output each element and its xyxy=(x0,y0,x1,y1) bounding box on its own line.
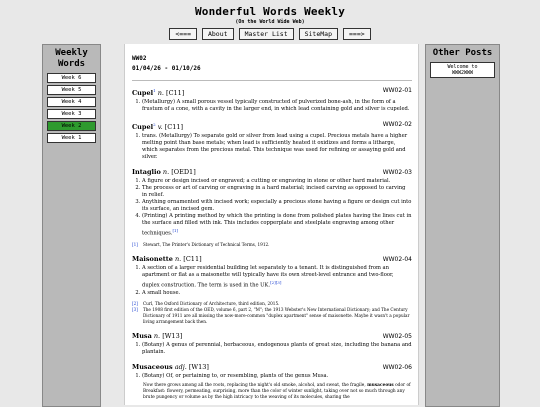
footnote-ref[interactable]: [1] xyxy=(172,228,179,234)
definition-list xyxy=(142,99,412,113)
entry-title xyxy=(132,120,183,132)
site-header xyxy=(0,0,540,40)
part-of-speech: n. xyxy=(157,89,164,98)
word-entry xyxy=(132,255,412,325)
definition: 1. (Metallurgy) A small porous vessel typically constructed of pulverized bone-ash, in the form of a frustum of a cone, with a cavity in the larger end, in which lead containing gold and silver is cupeled. xyxy=(142,99,412,113)
next-button[interactable]: ===> xyxy=(343,28,371,40)
prev-button[interactable]: <=== xyxy=(169,28,197,40)
other-posts-list xyxy=(426,62,499,78)
footnotes xyxy=(132,301,412,325)
footnote-text: The 1908 first edition of the OED, volume 6, part 2, "M"; the 1913 Webster's New International Dictionary; and The Century Dictionary of 1911 are all missing the now-more-common "duplex apartment" sense of maisonette. Maybe it wasn't a popular living arrangement back then. xyxy=(142,306,410,324)
definition-list xyxy=(142,265,412,297)
definition: 1. (Botany) Of, or pertaining to, or resembling, plants of the genus Musa. xyxy=(142,373,412,380)
word-entry xyxy=(132,86,412,113)
definition: 1. A figure or design incised or engraved; a cutting or engraving in stone or other hard material. xyxy=(142,178,412,185)
source-tag: [C11] xyxy=(164,123,184,132)
week-link[interactable]: Week 4 xyxy=(47,97,96,107)
source-tag: [C11] xyxy=(183,255,202,264)
footnote-number[interactable]: [1] xyxy=(132,242,138,248)
headword: Musaceous xyxy=(132,362,173,371)
entry-id: WW02-04 xyxy=(382,256,412,264)
week-code: WW02 xyxy=(132,55,147,62)
footnote-number[interactable]: [3] xyxy=(132,306,138,312)
weekly-words-heading xyxy=(43,48,100,70)
quotation: Now there grows among all the roots, replacing the night's old smoke, alcohol, and sweat, the fragile, musaceous odor of Breakfast: flowery, permeating, surprising, more than the color of winter sunlight, taking over not so much through any brute pungency or volume as by the high intricacy to the weaving of its molecules, sharing the xyxy=(143,382,411,400)
entry-header xyxy=(132,332,412,341)
definition: 3. Anything ornamented with incised work; especially a precious stone having a figure or design cut into its surface, an incised gem. xyxy=(142,199,412,213)
week-link[interactable]: Week 1 xyxy=(47,133,96,143)
entry-id: WW02-06 xyxy=(382,363,412,371)
source-tag: [W13] xyxy=(188,362,209,371)
site-subtitle: (On the World Wide Web) xyxy=(235,19,305,25)
quote-highlight: musaceous xyxy=(367,382,394,388)
entry-title xyxy=(132,363,209,372)
entry-title xyxy=(132,168,196,177)
word-entry xyxy=(132,332,412,356)
entry-title xyxy=(132,332,182,341)
divider xyxy=(132,80,412,81)
weekly-words-sidebar xyxy=(42,44,101,407)
part-of-speech: n. xyxy=(153,331,161,340)
headword: Musa xyxy=(132,331,152,340)
footnote xyxy=(132,242,412,248)
entry-list xyxy=(132,86,412,401)
part-of-speech: adj. xyxy=(174,362,187,371)
main-content xyxy=(124,44,419,405)
sense-number: 2 xyxy=(153,122,156,128)
entry-header xyxy=(132,86,412,98)
week-link[interactable]: Week 3 xyxy=(47,109,96,119)
other-posts-sidebar xyxy=(425,44,500,407)
footnote-number[interactable]: [2] xyxy=(132,300,138,306)
footnote-text: Curl, The Oxford Dictionary of Architecture, third edition, 2015. xyxy=(142,300,280,306)
word-entry xyxy=(132,363,412,401)
entry-id: WW02-05 xyxy=(382,332,412,340)
other-posts-heading: Other Posts xyxy=(432,48,493,58)
week-date-range: 01/04/26 - 01/10/26 xyxy=(132,65,201,72)
page-layout xyxy=(0,44,540,405)
week-link[interactable]: Week 5 xyxy=(47,85,96,95)
weekly-words-heading-line1: Weekly xyxy=(55,48,88,58)
entry-id: WW02-02 xyxy=(382,121,412,129)
word-entry xyxy=(132,120,412,161)
headword: Cupel xyxy=(132,89,154,98)
definition-list xyxy=(142,178,412,238)
footnotes xyxy=(132,242,412,248)
top-nav xyxy=(0,28,540,40)
entry-title xyxy=(132,255,202,264)
part-of-speech: v. xyxy=(157,123,163,132)
definition: 2. A small house. xyxy=(142,290,412,297)
sense-number: 1 xyxy=(153,88,156,93)
definition-list xyxy=(142,342,412,356)
site-title: Wonderful Words Weekly xyxy=(194,5,346,18)
weekly-words-heading-line2: Words xyxy=(57,59,86,69)
week-list xyxy=(47,73,96,143)
word-entry xyxy=(132,168,412,248)
entry-header xyxy=(132,255,412,264)
week-link[interactable]: Week 6 xyxy=(47,73,96,83)
headword: Maisonette xyxy=(132,255,173,264)
entry-header xyxy=(132,168,412,177)
entry-header xyxy=(132,363,412,372)
master-list-button[interactable]: Master List xyxy=(239,28,294,40)
entry-id: WW02-03 xyxy=(382,169,412,177)
definition: 4. (Printing) A printing method by which the printing is done from polished plates having the lines cut in the surface and filled with ink. This includes copperplate and steelplate engraving among other techniques.[1] xyxy=(142,213,412,238)
headword: Cupel xyxy=(132,123,154,132)
part-of-speech: n. xyxy=(162,168,170,177)
part-of-speech: n. xyxy=(174,255,182,264)
entry-header xyxy=(132,120,412,132)
sitemap-button[interactable]: SiteMap xyxy=(299,28,338,40)
definition: 1. (Botany) A genus of perennial, herbaceous, endogenous plants of great size, including the banana and plantain. xyxy=(142,342,412,356)
footnote-ref[interactable]: [2][3] xyxy=(270,280,282,286)
entry-title xyxy=(132,86,184,98)
headword: Intaglio xyxy=(132,168,161,177)
footnote-text: Stewart, The Printer's Dictionary of Technical Terms, 1912. xyxy=(142,242,270,248)
definition: 1. trans. (Metallurgy) To separate gold or silver from lead using a cupel. Precious metals have a higher melting point than base metals; when lead is sufficiently heated it oxidizes and forms a litharge, which separates from the precious metal. This technique was used for refining or assaying gold and silver. xyxy=(142,133,412,161)
about-button[interactable]: About xyxy=(202,28,234,40)
entry-id: WW02-01 xyxy=(382,87,412,94)
source-tag: [C11] xyxy=(166,89,185,98)
definition: 2. The process or art of carving or engraving in a hard material; incised carving as opposed to carving in relief. xyxy=(142,185,412,199)
definition: 1. A section of a larger residential building let separately to a tenant. It is distinguished from an apartment or flat as a maisonette will typically have its own street-level entrance and two-floor, duplex construction. The term is used in the UK.[2][3] xyxy=(142,265,412,290)
source-tag: [W13] xyxy=(162,331,183,340)
week-link[interactable]: Week 2 xyxy=(47,121,96,131)
definition-list xyxy=(142,373,412,380)
definition-list xyxy=(142,133,412,161)
footnote xyxy=(132,307,412,325)
source-tag: [OED1] xyxy=(171,168,196,177)
other-post-link[interactable]: Welcome to WWW2WWW xyxy=(430,62,495,78)
